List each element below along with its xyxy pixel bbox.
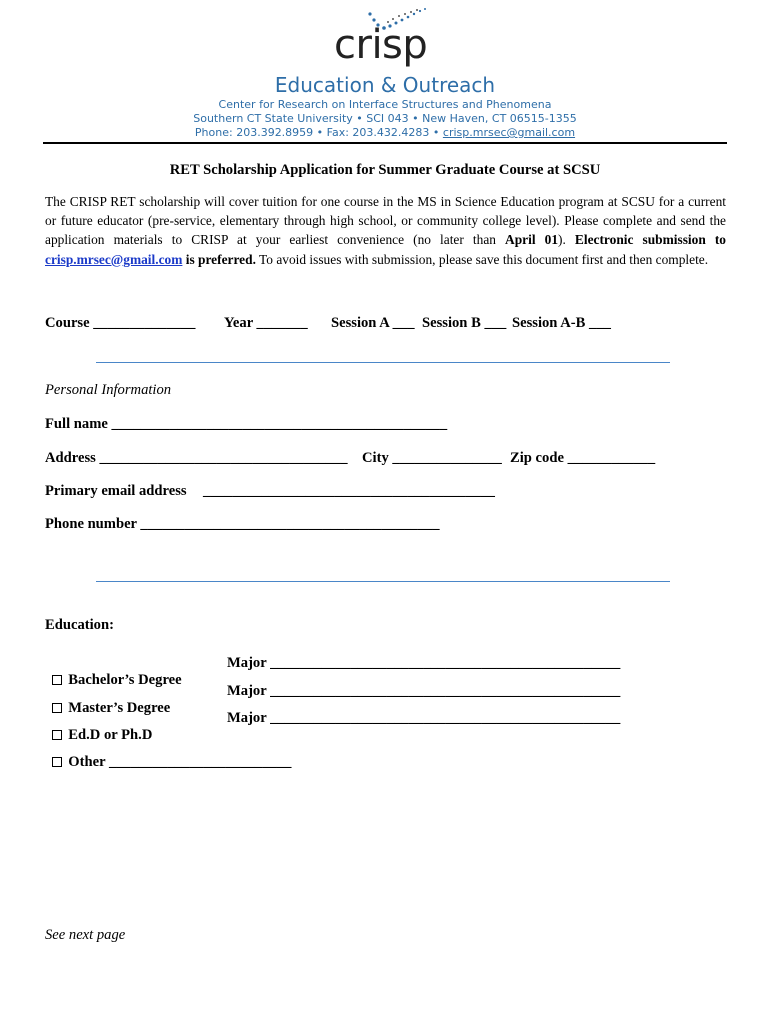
deadline-date: April 01 [505, 232, 559, 248]
year-field[interactable]: Year _______ [224, 315, 308, 331]
electronic-submission-note: Electronic submission to [574, 232, 727, 248]
section-divider-2 [96, 581, 670, 582]
degree-label: Ed.D or Ph.D [68, 727, 153, 743]
intro-text: The CRISP RET scholarship will cover tuition for one course in the MS in Science Education program at SCSU for a current or future educator (pre-service, elementary through high school, or community college level). Please complete and send the application materials to CRISP at your earliest convenience (no later than [45, 194, 726, 248]
form-heading: RET Scholarship Application for Summer Graduate Course at SCSU [169, 162, 601, 178]
intro-paragraph [45, 192, 726, 269]
degree-label: Master’s Degree [68, 700, 171, 716]
session-a-field[interactable]: Session A ___ [331, 315, 415, 331]
zip-code-field[interactable]: Zip code ____________ [510, 450, 656, 466]
personal-info-heading: Personal Information [45, 382, 172, 398]
contact-phone-fax: Phone: 203.392.8959 • Fax: 203.432.4283 • [194, 126, 443, 139]
session-b-field[interactable]: Session B ___ [422, 315, 507, 331]
other-field[interactable]: Other _________________________ [68, 754, 292, 770]
intro-text-3: To avoid issues with submission, please save this document first and then complete. [255, 251, 709, 267]
other-checkbox[interactable] [52, 757, 62, 767]
education-heading: Education: [45, 617, 114, 633]
masters-major-field[interactable]: Major ________________________________________________ [227, 683, 621, 699]
session-ab-field[interactable]: Session A-B ___ [512, 315, 611, 331]
header-divider [43, 142, 727, 144]
course-field[interactable]: Course ______________ [45, 315, 196, 331]
degree-other[interactable] [45, 737, 291, 771]
section-divider-1 [96, 362, 670, 363]
contact-email-link[interactable]: crisp.mrsec@gmail.com [442, 126, 576, 139]
address-field[interactable]: Address __________________________________ [45, 450, 348, 466]
email-field[interactable]: ________________________________________ [203, 483, 495, 499]
crisp-logo [330, 6, 440, 72]
org-subtitle: Center for Research on Interface Structures and Phenomena [218, 98, 552, 111]
phone-field[interactable]: Phone number _________________________________________ [45, 516, 440, 532]
bachelors-major-field[interactable]: Major ________________________________________________ [227, 655, 621, 671]
org-title: Education & Outreach [274, 73, 496, 97]
city-field[interactable]: City _______________ [362, 450, 502, 466]
logo-wordmark: crisp [334, 22, 428, 68]
degree-label: Bachelor’s Degree [68, 672, 182, 688]
submission-email-link[interactable]: crisp.mrsec@gmail.com [45, 251, 183, 267]
doctorate-major-field[interactable]: Major ________________________________________________ [227, 710, 621, 726]
preferred-note: is preferred. [182, 251, 256, 267]
org-contact [0, 126, 770, 139]
full-name-field[interactable]: Full name ______________________________________________ [45, 416, 448, 432]
org-address: Southern CT State University • SCI 043 • New Haven, CT 06515-1355 [193, 112, 577, 125]
intro-text-2: ). [558, 232, 575, 248]
see-next-page-note: See next page [45, 927, 126, 943]
email-label: Primary email address [45, 483, 187, 499]
